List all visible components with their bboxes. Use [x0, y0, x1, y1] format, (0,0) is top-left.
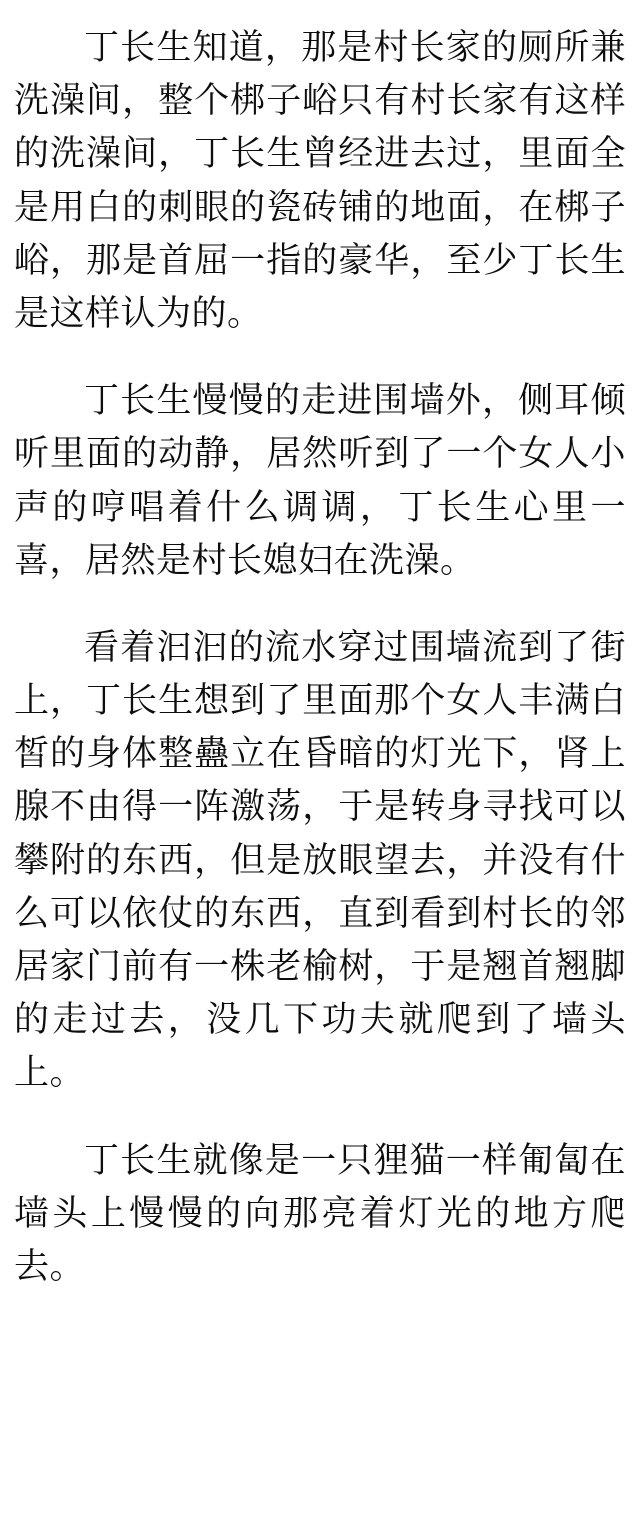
paragraph: 看着汩汩的流水穿过围墙流到了街上，丁长生想到了里面那个女人丰满白皙的身体整蠱立在昏暗的灯光下，肾上腺不由得一阵激荡，于是转身寻找可以攀附的东西，但是放眼望去，并没有什么可以依仗的东西，直到看到村长的邻居家门前有一株老榆树，于是翘首翘脚的走过去，没几下功夫就爬到了墙头上。 [14, 627, 626, 1094]
paragraph: 丁长生就像是一只狸猫一样匍匐在墙头上慢慢的向那亮着灯光的地方爬去。 [14, 1140, 626, 1287]
paragraph: 丁长生知道，那是村长家的厕所兼洗澡间，整个梆子峪只有村长家有这样的洗澡间，丁长生曾经进去过，里面全是用白的刺眼的瓷砖铺的地面，在梆子峪，那是首屈一指的豪华，至少丁长生是这样认为的。 [14, 28, 626, 334]
reader-text-body [14, 22, 626, 1294]
paragraph: 丁长生慢慢的走进围墙外，侧耳倾听里面的动静，居然听到了一个女人小声的哼唱着什么调调，丁长生心里一喜，居然是村长媳妇在洗澡。 [14, 381, 626, 581]
